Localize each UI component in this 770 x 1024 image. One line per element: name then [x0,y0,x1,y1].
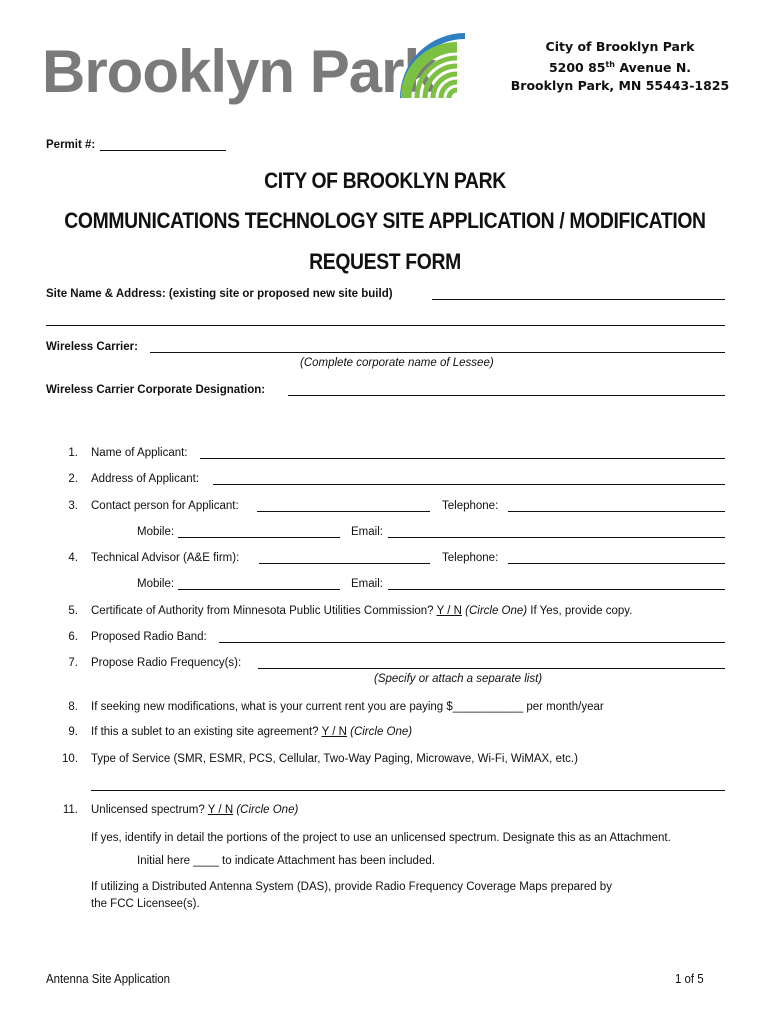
applicant-name-field[interactable] [200,458,725,459]
type-of-service-label: Type of Service (SMR, ESMR, PCS, Cellular, Two-Way Paging, Microwave, Wi-Fi, WiMAX, etc.) [91,753,578,765]
current-rent-question: If seeking new modifications, what is your current rent you are paying $___________ per month/year [91,701,604,713]
item-10-number: 10. [62,753,78,765]
contact-telephone-label: Telephone: [442,500,499,512]
unlicensed-detail-instruction: If yes, identify in detail the portions of the project to use an unlicensed spectrum. Designate this as an Attachment. [91,832,671,844]
form-title-line-2: COMMUNICATIONS TECHNOLOGY SITE APPLICATION / MODIFICATION [64,208,706,233]
sublet-question: If this a sublet to an existing site agreement? Y / N (Circle One) [91,726,413,738]
carrier-designation-field[interactable] [288,395,725,396]
footer-page-number: 1 of 5 [675,971,704,986]
site-name-label: Site Name & Address: (existing site or proposed new site build) [46,288,393,300]
technical-advisor-label: Technical Advisor (A&E firm): [91,552,240,564]
radio-frequency-hint: (Specify or attach a separate list) [374,673,543,685]
address-line-2: 5200 85th Avenue N. [548,60,692,75]
advisor-mobile-label: Mobile: [137,578,175,590]
advisor-telephone-label: Telephone: [442,552,499,564]
item-7-number: 7. [68,657,78,669]
permit-label: Permit #: [46,139,96,151]
item-1-number: 1. [68,447,78,459]
address-line-3: Brooklyn Park, MN 55443-1825 [510,78,730,93]
carrier-hint: (Complete corporate name of Lessee) [300,357,494,369]
sublet-yes-no-choice[interactable]: Y / N [321,726,347,738]
applicant-address-label: Address of Applicant: [91,473,200,485]
das-instruction-line-2: the FCC Licensee(s). [91,898,200,910]
contact-mobile-field[interactable] [178,537,340,538]
site-address-field[interactable] [46,325,725,326]
item-4-number: 4. [68,552,78,564]
item-5-number: 5. [68,605,78,617]
applicant-address-field[interactable] [213,484,725,485]
unlicensed-spectrum-question: Unlicensed spectrum? Y / N (Circle One) [91,804,299,816]
city-address-block [500,38,740,95]
applicant-name-label: Name of Applicant: [91,447,188,459]
contact-person-field[interactable] [257,511,430,512]
footer-document-name: Antenna Site Application [46,971,171,986]
item-8-number: 8. [68,701,78,713]
permit-number-field[interactable] [100,150,226,151]
site-name-field[interactable] [432,299,725,300]
contact-email-label: Email: [351,526,383,538]
address-line-1: City of Brooklyn Park [545,39,695,54]
contact-email-field[interactable] [388,537,725,538]
radio-band-field[interactable] [219,642,725,643]
advisor-email-label: Email: [351,578,383,590]
advisor-telephone-field[interactable] [508,563,725,564]
item-6-number: 6. [68,631,78,643]
attachment-initial-line[interactable]: Initial here ____ to indicate Attachment has been included. [137,855,435,867]
item-3-number: 3. [68,500,78,512]
wireless-carrier-field[interactable] [150,352,725,353]
certificate-yes-no-choice[interactable]: Y / N [436,605,462,617]
wireless-carrier-label: Wireless Carrier: [46,341,138,353]
contact-mobile-label: Mobile: [137,526,175,538]
radio-frequency-label: Propose Radio Frequency(s): [91,657,242,669]
certificate-authority-question: Certificate of Authority from Minnesota Public Utilities Commission? Y / N (Circle One) If Yes, provide copy. [91,605,633,617]
signal-waves-logo-icon [395,28,470,100]
contact-telephone-field[interactable] [508,511,725,512]
advisor-mobile-field[interactable] [178,589,340,590]
item-9-number: 9. [68,726,78,738]
item-2-number: 2. [68,473,78,485]
form-title-line-1: CITY OF BROOKLYN PARK [264,168,506,193]
radio-band-label: Proposed Radio Band: [91,631,207,643]
contact-person-label: Contact person for Applicant: [91,500,239,512]
advisor-email-field[interactable] [388,589,725,590]
brooklyn-park-logo-text: Brooklyn Park [42,38,436,105]
form-title-line-3: REQUEST FORM [309,249,461,274]
das-instruction-line-1: If utilizing a Distributed Antenna System (DAS), provide Radio Frequency Coverage Maps prepared by [91,881,612,893]
carrier-designation-label: Wireless Carrier Corporate Designation: [46,384,266,396]
unlicensed-yes-no-choice[interactable]: Y / N [207,804,234,816]
item-11-number: 11. [62,804,78,816]
type-of-service-field[interactable] [91,790,725,791]
radio-frequency-field[interactable] [258,668,725,669]
technical-advisor-field[interactable] [259,563,430,564]
